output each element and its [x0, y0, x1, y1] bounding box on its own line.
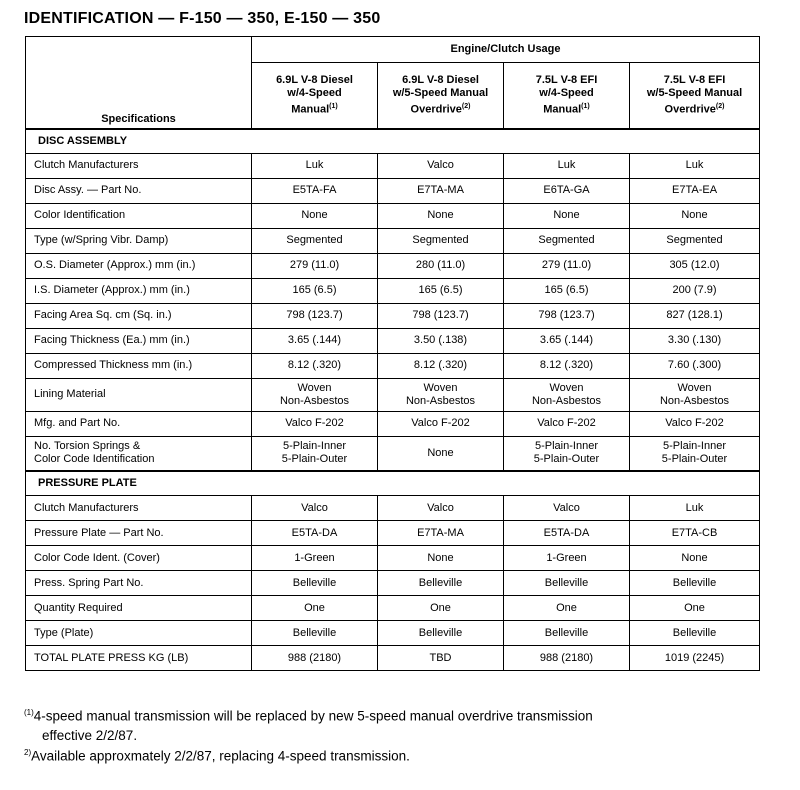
cell-value: Woven Non-Asbestos	[630, 378, 760, 411]
cell-value: One	[252, 596, 378, 621]
table-row	[26, 303, 760, 328]
cell-value: 798 (123.7)	[252, 303, 378, 328]
cell-value: E5TA-FA	[252, 178, 378, 203]
footnote-text: Available approxmately 2/2/87, replacing 4-speed transmission.	[31, 748, 410, 764]
row-label: Color Code Ident. (Cover)	[26, 546, 252, 571]
cell-value: Luk	[504, 153, 630, 178]
row-label: Clutch Manufacturers	[26, 153, 252, 178]
cell-value: Valco	[378, 496, 504, 521]
cell-value: None	[378, 436, 504, 471]
cell-value: 5-Plain-Inner 5-Plain-Outer	[630, 436, 760, 471]
cell-value: E5TA-DA	[252, 521, 378, 546]
cell-value: E7TA-MA	[378, 521, 504, 546]
column-header-line: w/5-Speed Manual	[646, 86, 743, 99]
cell-value: Valco F-202	[252, 411, 378, 436]
cell-value: E5TA-DA	[504, 521, 630, 546]
cell-value: None	[378, 546, 504, 571]
column-header-line: w/4-Speed	[287, 86, 342, 99]
section-header-row	[26, 471, 760, 496]
cell-value: 165 (6.5)	[504, 278, 630, 303]
cell-value: Woven Non-Asbestos	[378, 378, 504, 411]
cell-value: 1-Green	[504, 546, 630, 571]
table-row	[26, 203, 760, 228]
identification-table	[25, 36, 760, 671]
column-header-note: (2)	[461, 102, 471, 110]
cell-value: None	[630, 546, 760, 571]
row-label: Clutch Manufacturers	[26, 496, 252, 521]
row-label: Mfg. and Part No.	[26, 411, 252, 436]
engine-clutch-usage-header: Engine/Clutch Usage	[252, 37, 760, 63]
column-header-note: (2)	[715, 102, 725, 110]
specifications-header: Specifications	[26, 37, 252, 129]
column-header-line: w/4-Speed	[539, 86, 594, 99]
footnote-1	[24, 703, 593, 745]
footnote-2	[24, 743, 410, 766]
row-label: Disc Assy. — Part No.	[26, 178, 252, 203]
cell-value: Luk	[630, 153, 760, 178]
row-label: Color Identification	[26, 203, 252, 228]
cell-value: E7TA-CB	[630, 521, 760, 546]
cell-value: TBD	[378, 646, 504, 671]
cell-value: 8.12 (.320)	[378, 353, 504, 378]
cell-value: Belleville	[630, 621, 760, 646]
cell-value: Belleville	[252, 621, 378, 646]
table-row	[26, 278, 760, 303]
cell-value: 3.65 (.144)	[504, 328, 630, 353]
cell-value: Belleville	[252, 571, 378, 596]
table-row	[26, 596, 760, 621]
table-row	[26, 378, 760, 411]
cell-value: E7TA-EA	[630, 178, 760, 203]
column-header	[504, 63, 630, 129]
table-row	[26, 353, 760, 378]
cell-value: One	[504, 596, 630, 621]
column-header-line: 7.5L V-8 EFI	[535, 73, 598, 86]
table-row	[26, 153, 760, 178]
column-header-line: Manual	[291, 103, 330, 116]
cell-value: 8.12 (.320)	[504, 353, 630, 378]
cell-value: Valco	[252, 496, 378, 521]
cell-value: 5-Plain-Inner 5-Plain-Outer	[504, 436, 630, 471]
cell-value: Belleville	[504, 571, 630, 596]
cell-value: Woven Non-Asbestos	[252, 378, 378, 411]
row-label: Quantity Required	[26, 596, 252, 621]
column-header-note: (1)	[581, 102, 590, 110]
row-label: Lining Material	[26, 378, 252, 411]
cell-value: 305 (12.0)	[630, 253, 760, 278]
row-label: Type (Plate)	[26, 621, 252, 646]
cell-value: 988 (2180)	[504, 646, 630, 671]
column-header-line: w/5-Speed Manual	[392, 86, 489, 99]
table-row	[26, 496, 760, 521]
cell-value: Luk	[252, 153, 378, 178]
cell-value: 279 (11.0)	[504, 253, 630, 278]
cell-value: 827 (128.1)	[630, 303, 760, 328]
cell-value: 798 (123.7)	[378, 303, 504, 328]
row-label: No. Torsion Springs & Color Code Identification	[26, 436, 252, 471]
table-row	[26, 621, 760, 646]
column-header-line: 7.5L V-8 EFI	[663, 73, 726, 86]
cell-value: Belleville	[504, 621, 630, 646]
table-row	[26, 521, 760, 546]
row-label: I.S. Diameter (Approx.) mm (in.)	[26, 278, 252, 303]
cell-value: E7TA-MA	[378, 178, 504, 203]
table-row	[26, 328, 760, 353]
column-header	[630, 63, 760, 129]
cell-value: 1019 (2245)	[630, 646, 760, 671]
table-row	[26, 228, 760, 253]
footnote-text: 4-speed manual transmission will be replaced by new 5-speed manual overdrive transmission	[33, 708, 593, 724]
cell-value: None	[378, 203, 504, 228]
cell-value: Segmented	[378, 228, 504, 253]
cell-value: 988 (2180)	[252, 646, 378, 671]
row-label: Compressed Thickness mm (in.)	[26, 353, 252, 378]
cell-value: Valco	[378, 153, 504, 178]
cell-value: One	[630, 596, 760, 621]
cell-value: 200 (7.9)	[630, 278, 760, 303]
page-title: IDENTIFICATION — F-150 — 350, E-150 — 350	[24, 10, 381, 27]
column-header	[378, 63, 504, 129]
cell-value: Valco F-202	[504, 411, 630, 436]
cell-value: 3.30 (.130)	[630, 328, 760, 353]
cell-value: 165 (6.5)	[378, 278, 504, 303]
column-header-note: (1)	[329, 102, 338, 110]
table-row	[26, 436, 760, 471]
column-header-line: Overdrive	[664, 103, 716, 116]
cell-value: Segmented	[630, 228, 760, 253]
cell-value: Segmented	[252, 228, 378, 253]
column-header-line: Overdrive	[410, 103, 462, 116]
section-header: DISC ASSEMBLY	[26, 129, 760, 154]
cell-value: 3.50 (.138)	[378, 328, 504, 353]
table-row	[26, 571, 760, 596]
cell-value: Segmented	[504, 228, 630, 253]
cell-value: 5-Plain-Inner 5-Plain-Outer	[252, 436, 378, 471]
cell-value: Belleville	[630, 571, 760, 596]
cell-value: None	[630, 203, 760, 228]
column-header	[252, 63, 378, 129]
cell-value: Woven Non-Asbestos	[504, 378, 630, 411]
cell-value: None	[504, 203, 630, 228]
cell-value: 3.65 (.144)	[252, 328, 378, 353]
cell-value: Belleville	[378, 621, 504, 646]
cell-value: None	[252, 203, 378, 228]
column-header-line: 6.9L V-8 Diesel	[402, 73, 479, 86]
cell-value: Valco F-202	[630, 411, 760, 436]
column-header-line: 6.9L V-8 Diesel	[276, 73, 353, 86]
cell-value: Valco	[504, 496, 630, 521]
table-row	[26, 253, 760, 278]
row-label: O.S. Diameter (Approx.) mm (in.)	[26, 253, 252, 278]
cell-value: 7.60 (.300)	[630, 353, 760, 378]
column-header-line: Manual	[543, 103, 582, 116]
table-row	[26, 546, 760, 571]
cell-value: 279 (11.0)	[252, 253, 378, 278]
row-label: Facing Area Sq. cm (Sq. in.)	[26, 303, 252, 328]
row-label: Facing Thickness (Ea.) mm (in.)	[26, 328, 252, 353]
row-label: Pressure Plate — Part No.	[26, 521, 252, 546]
table-row	[26, 646, 760, 671]
cell-value: Belleville	[378, 571, 504, 596]
cell-value: 280 (11.0)	[378, 253, 504, 278]
row-label: Press. Spring Part No.	[26, 571, 252, 596]
section-header-row	[26, 129, 760, 154]
section-header: PRESSURE PLATE	[26, 471, 760, 496]
footnote-mark: (1)	[24, 708, 34, 717]
cell-value: One	[378, 596, 504, 621]
cell-value: E6TA-GA	[504, 178, 630, 203]
table-row	[26, 411, 760, 436]
footnote-mark: 2)	[24, 748, 32, 757]
row-label: TOTAL PLATE PRESS KG (LB)	[26, 646, 252, 671]
table-row	[26, 178, 760, 203]
cell-value: 165 (6.5)	[252, 278, 378, 303]
cell-value: Valco F-202	[378, 411, 504, 436]
row-label: Type (w/Spring Vibr. Damp)	[26, 228, 252, 253]
footnote-text: effective 2/2/87.	[42, 727, 138, 743]
cell-value: Luk	[630, 496, 760, 521]
cell-value: 798 (123.7)	[504, 303, 630, 328]
cell-value: 1-Green	[252, 546, 378, 571]
cell-value: 8.12 (.320)	[252, 353, 378, 378]
